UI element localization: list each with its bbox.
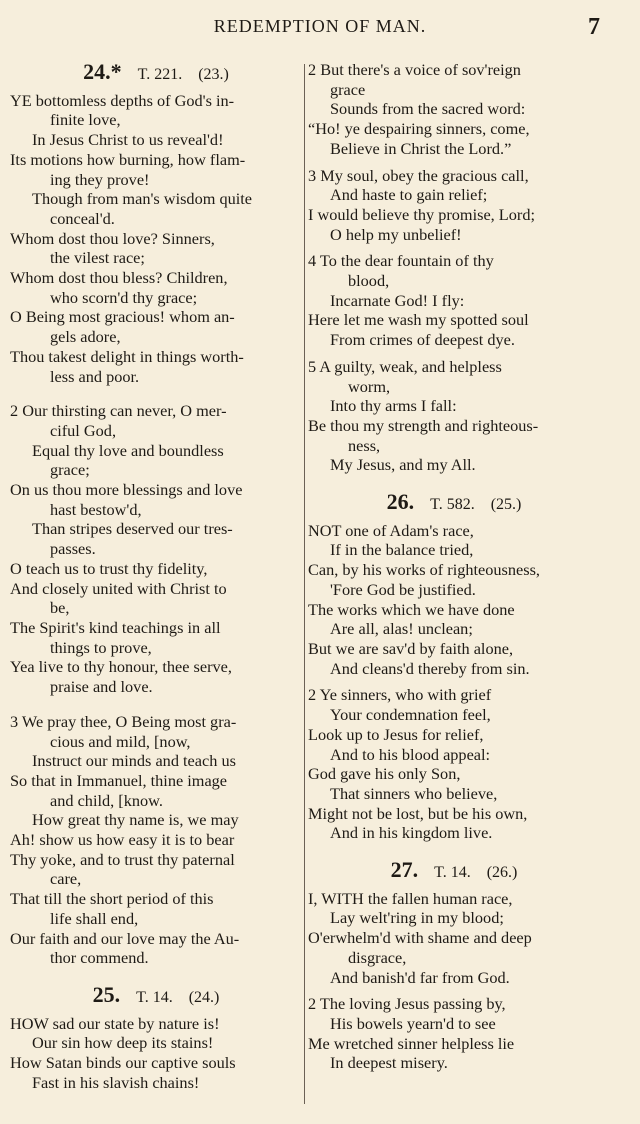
page-number: 7 — [588, 14, 600, 40]
verse-line: blood, — [348, 271, 390, 291]
verse-line: ness, — [348, 435, 381, 455]
verse-line: 'Fore God be justified. — [330, 579, 476, 599]
verse-line: Thy yoke, and to trust thy paternal — [10, 849, 235, 869]
verse-line: And cleans'd thereby from sin. — [330, 658, 530, 678]
verse-line: O Being most gracious! whom an- — [10, 307, 235, 327]
hymn-tune: T. 582. — [430, 496, 475, 514]
verse-line: Though from man's wisdom quite — [32, 189, 252, 209]
verse-line: 3 We pray thee, O Being most gra- — [10, 711, 237, 731]
verse-line: O help my unbelief! — [330, 224, 462, 244]
stanza — [10, 91, 302, 387]
verse-line: the vilest race; — [50, 248, 145, 268]
verse-line: Our faith and our love may the Au- — [10, 928, 240, 948]
verse-line: Your condemnation feel, — [330, 705, 491, 725]
verse-line: hast bestow'd, — [50, 499, 142, 519]
verse-line: On us thou more blessings and love — [10, 480, 243, 500]
verse-line: grace — [330, 79, 366, 99]
verse-line: Our sin how deep its stains! — [32, 1033, 214, 1053]
verse-line: worm, — [348, 376, 391, 396]
hymn-24 — [10, 59, 302, 968]
stanza — [10, 401, 302, 697]
verse-line: praise and love. — [50, 677, 153, 697]
verse-line: In Jesus Christ to us reveal'd! — [32, 130, 224, 150]
verse-line: I, WITH the fallen human race, — [308, 888, 513, 908]
verse-line: grace; — [50, 460, 90, 480]
verse-line: Yea live to thy honour, thee serve, — [10, 657, 232, 677]
verse-line: YE bottomless depths of God's in- — [10, 90, 235, 110]
verse-line: From crimes of deepest dye. — [330, 330, 515, 350]
verse-line: disgrace, — [348, 947, 407, 967]
verse-line: Be thou my strength and righteous- — [308, 415, 539, 435]
verse-line: Equal thy love and boundless — [32, 440, 224, 460]
hymn-old-number: (26.) — [486, 864, 518, 882]
hymn-number: 25. — [92, 981, 121, 1007]
verse-line: NOT one of Adam's race, — [308, 520, 474, 540]
verse-line: Thou takest delight in things worth- — [10, 346, 244, 366]
verse-line: The works which we have done — [308, 599, 515, 619]
hymn-old-number: (24.) — [188, 988, 220, 1006]
verse-line: things to prove, — [50, 637, 152, 657]
hymn-tune: T. 221. — [137, 66, 183, 83]
verse-line: If in the balance tried, — [330, 540, 474, 560]
stanza — [10, 1014, 302, 1093]
page-header — [0, 14, 640, 44]
verse-line: And to his blood appeal: — [330, 744, 491, 764]
stanza — [308, 251, 600, 350]
verse-line: My Jesus, and my All. — [330, 455, 476, 475]
verse-line: Fast in his slavish chains! — [32, 1072, 200, 1092]
hymn-27 — [308, 857, 600, 1073]
verse-line: 2 Ye sinners, who with grief — [308, 685, 492, 705]
verse-line: Whom dost thou bless? Children, — [10, 268, 228, 288]
verse-line: 5 A guilty, weak, and helpless — [308, 356, 502, 376]
verse-line: And in his kingdom live. — [330, 823, 493, 843]
verse-line: God gave his only Son, — [308, 764, 461, 784]
verse-line: How Satan binds our captive souls — [10, 1053, 236, 1073]
verse-line: thor commend. — [50, 948, 149, 968]
hymn-number: 26. — [386, 489, 415, 515]
verse-line: Can, by his works of righteousness, — [308, 560, 540, 580]
stanza — [308, 994, 600, 1073]
verse-line: And banish'd far from God. — [330, 967, 510, 987]
stanza — [308, 685, 600, 843]
verse-line: less and poor. — [50, 366, 140, 386]
hymn-number: 24.* — [83, 59, 122, 84]
right-column — [308, 60, 600, 1080]
stanza — [308, 60, 600, 159]
verse-line: conceal'd. — [50, 208, 115, 228]
verse-line: ing they prove! — [50, 169, 150, 189]
verse-line: gels adore, — [50, 327, 121, 347]
stanza — [308, 357, 600, 475]
verse-line: But we are sav'd by faith alone, — [308, 638, 514, 658]
verse-line: And haste to gain relief; — [330, 185, 488, 205]
verse-line: who scorn'd thy grace; — [50, 287, 198, 307]
hymn-heading — [308, 489, 600, 515]
verse-line: 3 My soul, obey the gracious call, — [308, 165, 529, 185]
verse-line: Are all, alas! unclean; — [330, 619, 473, 639]
verse-line: I would believe thy promise, Lord; — [308, 204, 535, 224]
verse-line: Ah! show us how easy it is to bear — [10, 830, 235, 850]
verse-line: HOW sad our state by nature is! — [10, 1013, 220, 1033]
hymn-heading — [308, 857, 600, 883]
hymn-heading — [10, 59, 302, 85]
verse-line: And closely united with Christ to — [10, 578, 227, 598]
verse-line: passes. — [50, 539, 96, 559]
verse-line: 2 The loving Jesus passing by, — [308, 994, 506, 1014]
verse-line: and child, [know. — [50, 790, 163, 810]
verse-line: Into thy arms I fall: — [330, 396, 457, 416]
verse-line: 2 But there's a voice of sov'reign — [308, 60, 521, 79]
verse-line: Here let me wash my spotted soul — [308, 310, 529, 330]
left-column — [10, 60, 302, 1099]
verse-line: Might not be lost, but be his own, — [308, 803, 528, 823]
verse-line: How great thy name is, we may — [32, 810, 239, 830]
hymn-tune: T. 14. — [434, 864, 471, 882]
verse-line: ciful God, — [50, 420, 117, 440]
verse-line: O'erwhelm'd with shame and deep — [308, 928, 532, 948]
verse-line: Me wretched sinner helpless lie — [308, 1033, 515, 1053]
verse-line: O teach us to trust thy fidelity, — [10, 558, 208, 578]
hymn-26 — [308, 489, 600, 843]
verse-line: Its motions how burning, how flam- — [10, 149, 246, 169]
verse-line: Whom dost thou love? Sinners, — [10, 228, 215, 248]
stanza — [308, 166, 600, 245]
stanza — [308, 889, 600, 988]
verse-line: That sinners who believe, — [330, 783, 498, 803]
stanza — [10, 712, 302, 968]
verse-line: 2 Our thirsting can never, O mer- — [10, 401, 227, 421]
verse-line: 4 To the dear fountain of thy — [308, 251, 494, 271]
running-title: REDEMPTION OF MAN. — [213, 16, 427, 36]
verse-line: Lay welt'ring in my blood; — [330, 908, 504, 928]
verse-line: finite love, — [50, 110, 121, 130]
verse-line: Sounds from the sacred word: — [330, 99, 526, 119]
verse-line: Believe in Christ the Lord.” — [330, 138, 512, 158]
verse-line: be, — [50, 598, 70, 618]
hymn-old-number: (23.) — [198, 66, 229, 83]
verse-line: Than stripes deserved our tres- — [32, 519, 233, 539]
verse-line: Incarnate God! I fly: — [330, 290, 465, 310]
verse-line: Instruct our minds and teach us — [32, 751, 236, 771]
verse-line: cious and mild, [now, — [50, 731, 191, 751]
verse-line: His bowels yearn'd to see — [330, 1013, 496, 1033]
hymn-heading — [10, 981, 302, 1008]
verse-line: life shall end, — [50, 908, 139, 928]
verse-line: So that in Immanuel, thine image — [10, 770, 228, 790]
verse-line: Look up to Jesus for relief, — [308, 724, 484, 744]
verse-line: In deepest misery. — [330, 1053, 448, 1073]
hymn-number: 27. — [390, 857, 419, 883]
hymn-tune: T. 14. — [136, 988, 173, 1006]
stanza — [308, 521, 600, 679]
hymn-25 — [10, 981, 302, 1093]
verse-line: That till the short period of this — [10, 889, 214, 909]
hymn-old-number: (25.) — [490, 496, 522, 514]
verse-line: The Spirit's kind teachings in all — [10, 617, 221, 637]
column-divider — [304, 64, 305, 1104]
verse-line: “Ho! ye despairing sinners, come, — [308, 119, 530, 139]
verse-line: care, — [50, 869, 82, 889]
